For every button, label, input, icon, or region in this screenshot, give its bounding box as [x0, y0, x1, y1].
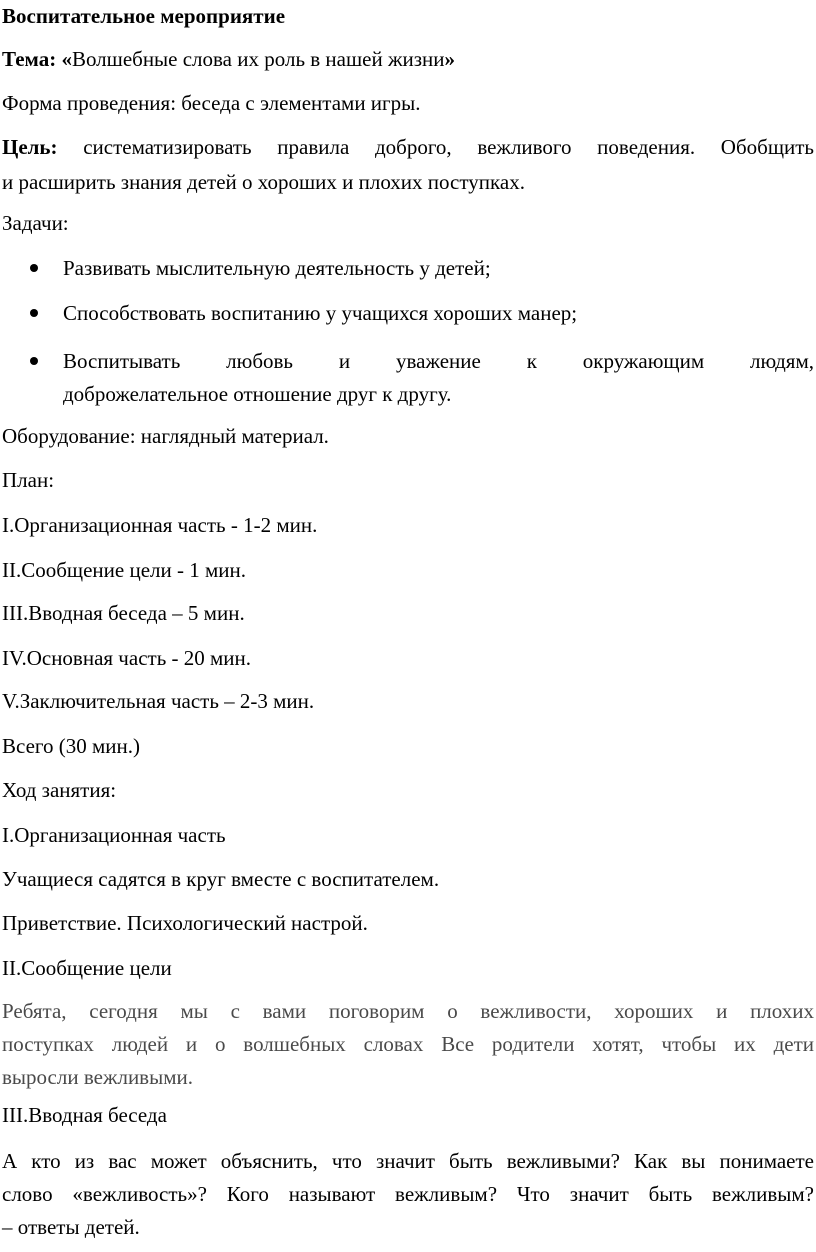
theme-text: Волшебные слова их роль в нашей жизни: [71, 47, 445, 71]
total-line: Всего (30 мин.): [2, 734, 140, 758]
document-heading: Воспитательное мероприятие: [2, 4, 286, 28]
goal-paragraph: [2, 132, 814, 197]
plan-label: План:: [2, 468, 55, 492]
form-line: Форма проведения: беседа с элементами игры.: [2, 91, 421, 115]
plan-item-1: I.Организационная часть - 1-2 мин.: [2, 513, 318, 537]
theme-close-quote: »: [444, 47, 455, 71]
goal-label: Цель:: [2, 135, 58, 159]
section-2-paragraph: [2, 996, 814, 1092]
plan-item-4: IV.Основная часть - 20 мин.: [2, 646, 252, 670]
task-item-3-line-1: Воспитывать любовь и уважение к окружающим людям,: [63, 349, 814, 373]
task-item-3: [63, 346, 814, 409]
section-2-line-2: поступках людей и о волшебных словах Все родители хотят, чтобы их дети: [2, 1032, 814, 1056]
plan-item-2: II.Сообщение цели - 1 мин.: [2, 558, 247, 582]
section-3-line-2: слово «вежливость»? Кого называют вежливым? Что значит быть вежливым?: [2, 1182, 814, 1206]
section-3-title: III.Вводная беседа: [2, 1103, 167, 1127]
theme-open-quote: «: [56, 47, 72, 71]
theme-line: [2, 44, 455, 74]
task-item-1: Развивать мыслительную деятельность у детей;: [63, 256, 491, 280]
task-item-3-line-2: доброжелательное отношение друг к другу.: [63, 382, 452, 406]
section-1-title: I.Организационная часть: [2, 823, 226, 847]
course-label: Ход занятия:: [2, 778, 117, 802]
section-2-line-3: выросли вежливыми.: [2, 1065, 193, 1089]
theme-label: Тема:: [2, 47, 57, 71]
plan-item-3: III.Вводная беседа – 5 мин.: [2, 601, 245, 625]
section-2-line-1: Ребята, сегодня мы с вами поговорим о вежливости, хороших и плохих: [2, 999, 814, 1023]
bullet-dot: [28, 253, 40, 283]
bullet-dot: [28, 346, 40, 376]
section-1-paragraph-2: Приветствие. Психологический настрой.: [2, 911, 368, 935]
section-2-title: II.Сообщение цели: [2, 956, 172, 980]
plan-item-5: V.Заключительная часть – 2-3 мин.: [2, 689, 315, 713]
section-1-paragraph-1: Учащиеся садятся в круг вместе с воспитателем.: [2, 867, 440, 891]
equipment-line: Оборудование: наглядный материал.: [2, 424, 329, 448]
goal-text-1: систематизировать правила доброго, вежливого поведения. Обобщить: [83, 135, 814, 159]
section-3-line-3: – ответы детей.: [2, 1215, 140, 1239]
goal-line-1: [2, 132, 814, 162]
tasks-label: Задачи:: [2, 211, 69, 235]
bullet-dot: [28, 298, 40, 328]
section-3-line-1: А кто из вас может объяснить, что значит быть вежливыми? Как вы понимаете: [2, 1149, 814, 1173]
goal-line-2: и расширить знания детей о хороших и плохих поступках.: [2, 170, 525, 194]
section-3-paragraph: [2, 1146, 814, 1242]
task-item-2: Способствовать воспитанию у учащихся хороших манер;: [63, 301, 578, 325]
